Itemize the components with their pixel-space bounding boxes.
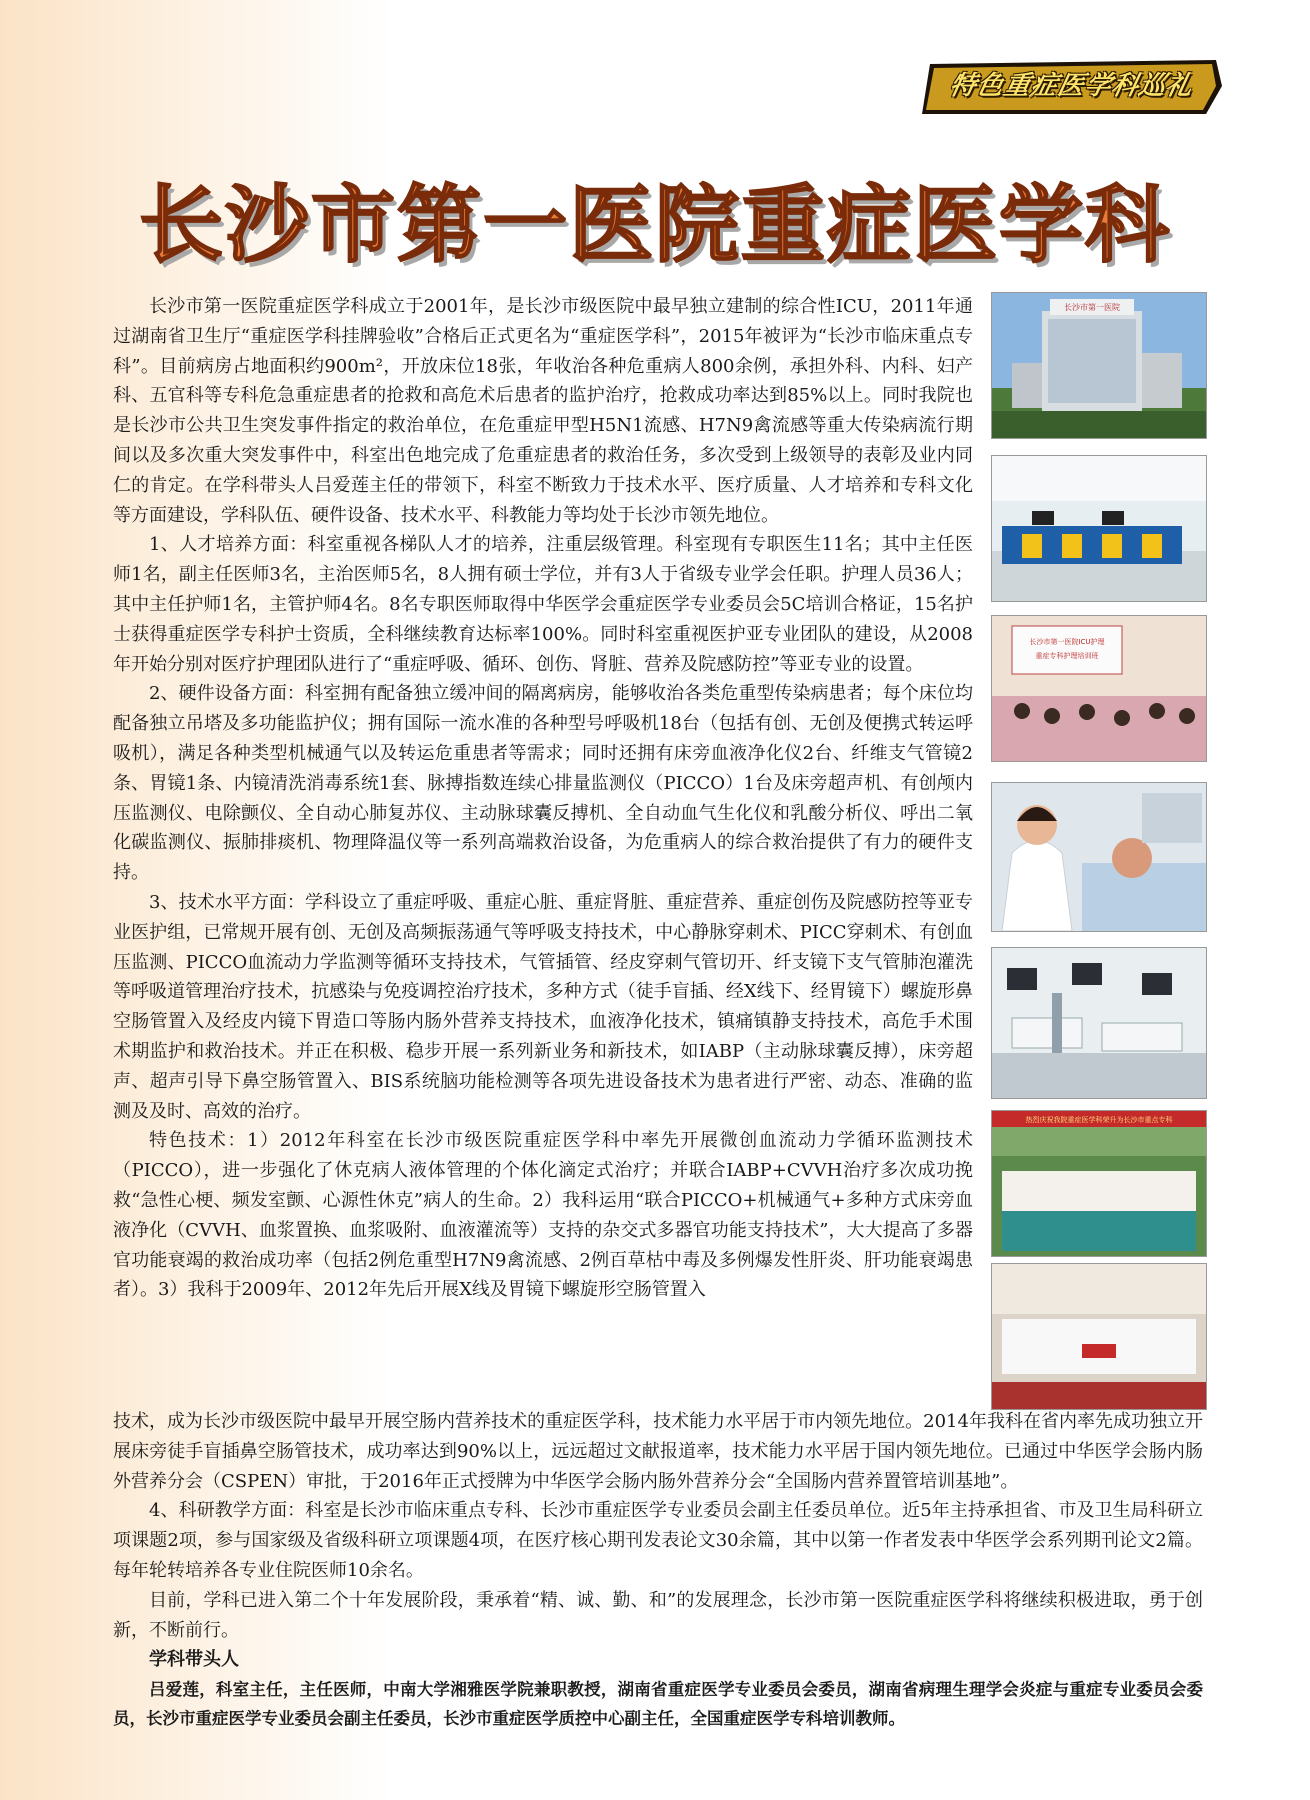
training-screen-line1: 长沙市第一医院ICU护理 [1029, 638, 1105, 646]
photo-icu-ward [991, 947, 1207, 1099]
paragraph-research: 4、科研教学方面：科室是长沙市临床重点专科、长沙市重症医学专业委员会副主任委员单位。近5年主持承担省、市及卫生局科研立项课题2项，参与国家级及省级科研立项课题4项，在医疗核心期刊发表论文30余篇，其中以第一作者发表中华医学会系列期刊论文2篇。每年轮转培养各专业住院医师10余名。 [113, 1500, 1203, 1581]
paragraph-special-technology: 特色技术：1）2012年科室在长沙市级医院重症医学科中率先开展微创血流动力学循环监测技术（PICCO），进一步强化了休克病人液体管理的个体化滴定式治疗；并联合IABP+CVVH治疗多次成功挽救“急性心梗、频发室颤、心源性休克”病人的生命。2）我科运用“联合PICCO+机械通气+多种方式床旁血液净化（CVVH、血浆置换、血浆吸附、血液灌流等）支持的杂交式多器官功能支持技术”，大大提高了多器官功能衰竭的救治成功率（包括2例危重型H7N9禽流感、2例百草枯中毒及多例爆发性肝炎、肝功能衰竭患者）。3）我科于2009年、2012年先后开展X线及胃镜下螺旋形空肠管置入 [113, 1130, 973, 1301]
paragraph-talent: 1、人才培养方面：科室重视各梯队人才的培养，注重层级管理。科室现有专职医生11名；其中主任医师1名，副主任医师3名，主治医师5名，8人拥有硕士学位，并有3人于省级专业学会任职。护理人员36人；其中主任护师1名，主管护师4名。8名专职医师取得中华医学会重症医学专业委员会5C培训合格证，15名护士获得重症医学专科护士资质，全科继续教育达标率100%。同时科室重视医护亚专业团队的建设，从2008年开始分别对医疗护理团队进行了“重症呼吸、循环、创伤、肾脏、营养及院感防控”等亚专业的设置。 [113, 534, 973, 675]
leader-bio: 吕爱莲，科室主任，主任医师，中南大学湘雅医学院兼职教授，湖南省重症医学专业委员会委员，湖南省病理生理学会炎症与重症专业委员会委员，长沙市重症医学专业委员会副主任委员，长沙市重症医学质控中心副主任，全国重症医学专科培训教师。 [113, 1680, 1203, 1729]
section-banner-logo [916, 56, 1228, 118]
photo-hospital-building [991, 292, 1207, 439]
building-sign: 长沙市第一医院 [1064, 303, 1120, 312]
photo-nurse-station [991, 455, 1207, 602]
photo-team-indoor [991, 1263, 1207, 1410]
team-banner-text: 热烈庆祝我院重症医学科荣升为长沙市重点专科 [1025, 1116, 1173, 1124]
article-body-continued [113, 1407, 1203, 1733]
leader-heading: 学科带头人 [149, 1649, 239, 1671]
paragraph-hardware: 2、硬件设备方面：科室拥有配备独立缓冲间的隔离病房，能够收治各类危重型传染病患者；每个床位均配备独立吊塔及多功能监护仪；拥有国际一流水准的各种型号呼吸机18台（包括有创、无创及便携式转运呼吸机），满足各种类型机械通气以及转运危重患者等需求；同时还拥有床旁血液净化仪2台、纤维支气管镜2条、胃镜1条、内镜清洗消毒系统1套、脉搏指数连续心排量监测仪（PICCO）1台及床旁超声机、有创颅内压监测仪、电除颤仪、全自动心肺复苏仪、主动脉球囊反搏机、全自动血气生化仪和乳酸分析仪、呼出二氧化碳监测仪、振肺排痰机、物理降温仪等一系列高端救治设备，为危重病人的综合救治提供了有力的硬件支持。 [113, 683, 973, 884]
article-body [113, 292, 973, 1305]
page-title: 长沙市第一医院重症医学科 [138, 176, 1171, 274]
paragraph-special-technology-continued: 技术，成为长沙市级医院中最早开展空肠内营养技术的重症医学科，技术能力水平居于市内领先地位。2014年我科在省内率先成功独立开展床旁徒手盲插鼻空肠管技术，成功率达到90%以上，远远超过文献报道率，技术能力水平居于国内领先地位。已通过中华医学会肠内肠外营养分会（CSPEN）审批，于2016年正式授牌为中华医学会肠内肠外营养分会“全国肠内营养置管培训基地”。 [113, 1411, 1203, 1492]
training-screen-line2: 重症专科护理培训班 [1035, 652, 1099, 660]
paragraph-outlook: 目前，学科已进入第二个十年发展阶段，秉承着“精、诚、勤、和”的发展理念，长沙市第一医院重症医学科将继续积极进取，勇于创新，不断前行。 [113, 1589, 1203, 1641]
photo-doctor-patient [991, 782, 1207, 932]
banner-label: 特色重症医学科巡礼 [946, 71, 1197, 101]
paragraph-technology: 3、技术水平方面：学科设立了重症呼吸、重症心脏、重症肾脏、重症营养、重症创伤及院感防控等亚专业医护组，已常规开展有创、无创及高频振荡通气等呼吸支持技术，中心静脉穿刺术、PICC穿刺术、有创血压监测、PICCO血流动力学监测等循环支持技术，气管插管、经皮穿刺气管切开、纤支镜下支气管肺泡灌洗等呼吸道管理治疗技术，抗感染与免疫调控治疗技术，多种方式（徒手盲插、经X线下、经胃镜下）螺旋形鼻空肠管置入及经皮内镜下胃造口等肠内肠外营养支持技术，血液净化技术，镇痛镇静支持技术，高危手术围术期监护和救治技术。并正在积极、稳步开展一系列新业务和新技术，如IABP（主动脉球囊反搏），床旁超声、超声引导下鼻空肠管置入、BIS系统脑功能检测等各项先进设备技术为患者进行严密、动态、准确的监测及及时、高效的治疗。 [113, 891, 973, 1122]
paragraph-intro: 长沙市第一医院重症医学科成立于2001年，是长沙市级医院中最早独立建制的综合性ICU，2011年通过湖南省卫生厅“重症医学科挂牌验收”合格后正式更名为“重症医学科”，2015年被评为“长沙市临床重点专科”。目前病房占地面积约900m²，开放床位18张，年收治各种危重病人800余例，承担外科、内科、妇产科、五官科等专科危急重症患者的抢救和高危术后患者的监护治疗，抢救成功率达到85%以上。同时我院也是长沙市公共卫生突发事件指定的救治单位，在危重症甲型H5N1流感、H7N9禽流感等重大传染病流行期间以及多次重大突发事件中，科室出色地完成了危重症患者的救治任务，多次受到上级领导的表彰及业内同仁的肯定。在学科带头人吕爱莲主任的带领下，科室不断致力于技术水平、医疗质量、人才培养和专科文化等方面建设，学科队伍、硬件设备、技术水平、科教能力等均处于长沙市领先地位。 [113, 296, 973, 526]
photo-training-class [991, 615, 1207, 762]
photo-team-outdoor [991, 1110, 1207, 1257]
